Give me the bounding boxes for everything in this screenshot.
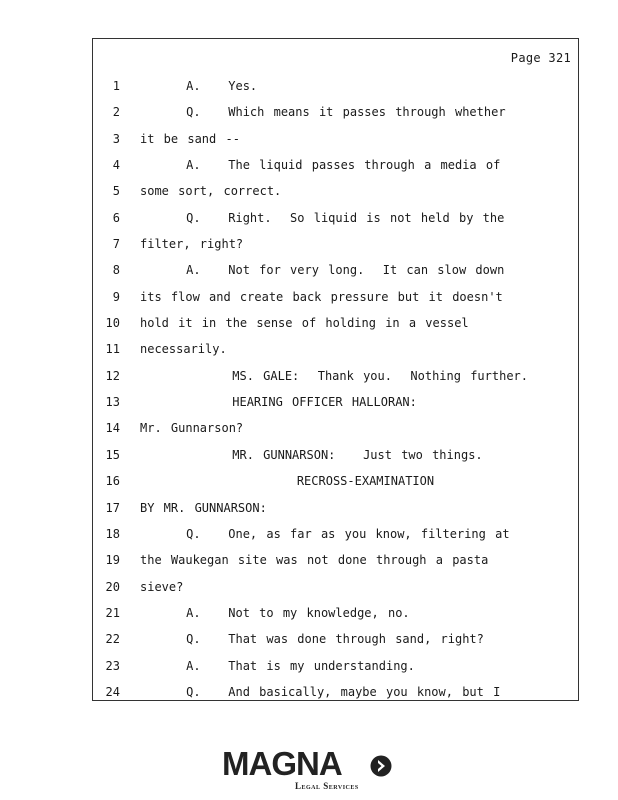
line-number: 1 xyxy=(112,79,120,93)
line-text: RECROSS-EXAMINATION xyxy=(140,474,435,489)
line-text: Q. One, as far as you know, filtering at xyxy=(140,526,510,541)
transcript-line xyxy=(93,442,578,468)
transcript-line xyxy=(93,205,578,231)
line-text: MS. GALE: Thank you. Nothing further. xyxy=(140,368,529,383)
line-text: it be sand -- xyxy=(140,131,240,146)
line-number: 11 xyxy=(105,342,120,357)
line-text: A. Yes. xyxy=(140,79,258,93)
transcript-line xyxy=(93,653,578,679)
line-number: 15 xyxy=(105,447,120,462)
line-text: Q. And basically, maybe you know, but I xyxy=(140,684,501,699)
transcript-lines xyxy=(93,73,578,705)
line-number: 9 xyxy=(112,289,120,304)
line-text: A. That is my understanding. xyxy=(140,658,415,673)
transcript-line xyxy=(93,521,578,547)
line-number: 3 xyxy=(112,131,120,146)
transcript-page xyxy=(92,38,579,701)
line-number: 5 xyxy=(112,184,120,199)
transcript-line xyxy=(93,310,578,336)
line-number: 16 xyxy=(105,474,120,489)
line-text: HEARING OFFICER HALLORAN: xyxy=(140,395,417,410)
transcript-line xyxy=(93,231,578,257)
line-text: Q. Right. So liquid is not held by the xyxy=(140,210,505,225)
line-text: Q. Which means it passes through whether xyxy=(140,105,506,120)
transcript-line xyxy=(93,574,578,600)
line-text: A. The liquid passes through a media of xyxy=(140,158,501,173)
page-number: Page 321 xyxy=(510,51,571,65)
transcript-line xyxy=(93,547,578,573)
line-number: 2 xyxy=(112,105,120,120)
transcript-line xyxy=(93,284,578,310)
line-text: hold it in the sense of holding in a vessel xyxy=(140,316,469,331)
line-number: 24 xyxy=(105,684,120,699)
line-number: 4 xyxy=(112,158,120,173)
line-text: MR. GUNNARSON: Just two things. xyxy=(140,447,483,462)
line-text: some sort, correct. xyxy=(140,184,282,199)
line-text: the Waukegan site was not done through a pasta xyxy=(140,553,489,568)
transcript-line xyxy=(93,468,578,494)
transcript-line xyxy=(93,178,578,204)
line-number: 21 xyxy=(105,605,120,620)
logo-subtext: Legal Services xyxy=(295,781,359,791)
line-number: 8 xyxy=(112,263,120,278)
line-number: 17 xyxy=(105,500,120,515)
line-text: A. Not for very long. It can slow down xyxy=(140,263,505,278)
transcript-line xyxy=(93,257,578,283)
line-number: 18 xyxy=(105,526,120,541)
transcript-line xyxy=(93,99,578,125)
transcript-line xyxy=(93,126,578,152)
magna-logo xyxy=(222,745,402,795)
line-text: necessarily. xyxy=(140,342,227,357)
transcript-line xyxy=(93,415,578,441)
line-number: 10 xyxy=(105,316,120,331)
line-number: 12 xyxy=(105,368,120,383)
line-number: 19 xyxy=(105,553,120,568)
line-text: its flow and create back pressure but it doesn't xyxy=(140,289,503,304)
line-text: BY MR. GUNNARSON: xyxy=(140,500,267,515)
line-number: 23 xyxy=(105,658,120,673)
transcript-line xyxy=(93,73,578,99)
line-number: 7 xyxy=(112,237,120,252)
arrow-circle-icon xyxy=(370,755,392,777)
line-number: 6 xyxy=(112,210,120,225)
line-text: sieve? xyxy=(140,579,184,594)
transcript-line xyxy=(93,152,578,178)
line-number: 20 xyxy=(105,579,120,594)
transcript-line xyxy=(93,626,578,652)
line-number: 14 xyxy=(105,421,120,436)
line-text: Mr. Gunnarson? xyxy=(140,421,244,436)
transcript-line xyxy=(93,679,578,705)
transcript-line xyxy=(93,495,578,521)
line-number: 22 xyxy=(105,632,120,647)
line-number: 13 xyxy=(105,395,120,410)
transcript-line xyxy=(93,600,578,626)
transcript-line xyxy=(93,363,578,389)
line-text: Q. That was done through sand, right? xyxy=(140,632,484,647)
line-text: A. Not to my knowledge, no. xyxy=(140,605,410,620)
line-text: filter, right? xyxy=(140,237,244,252)
transcript-line xyxy=(93,336,578,362)
logo-wordmark: MAGNA xyxy=(222,745,342,782)
transcript-line xyxy=(93,389,578,415)
